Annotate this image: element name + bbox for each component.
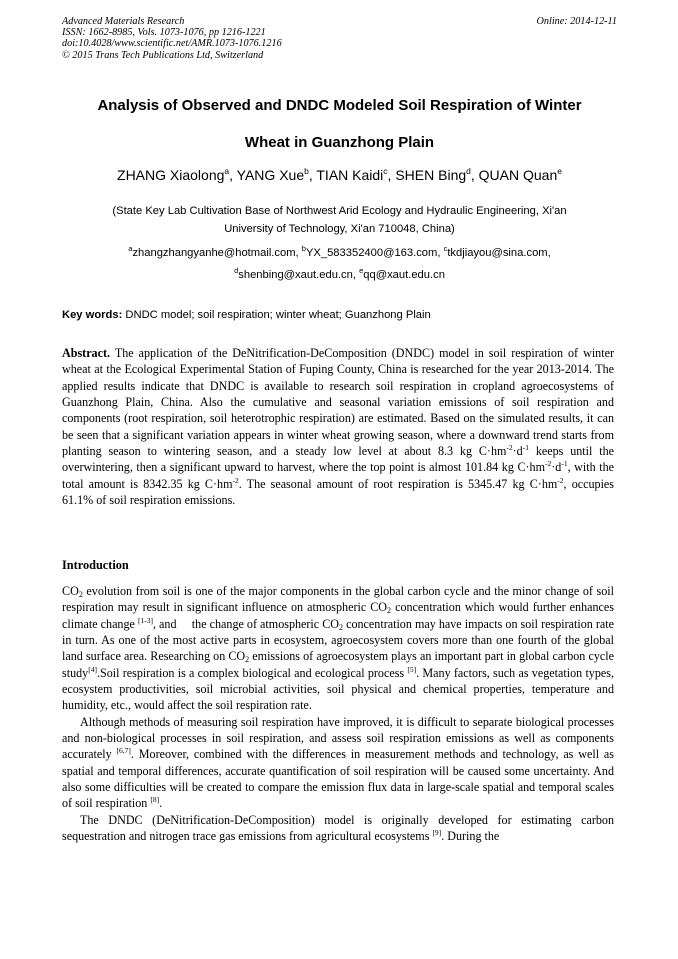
citation-ref[interactable]: [5] [407, 664, 417, 674]
keywords [62, 308, 617, 323]
email-mark: e [359, 266, 364, 275]
email-link[interactable]: tkdjiayou@sina.com [447, 247, 548, 259]
abstract [62, 345, 614, 508]
email-link[interactable]: zhangzhangyanhe@hotmail.com [132, 247, 296, 259]
keywords-label: Key words: [62, 309, 123, 321]
para-text: , and the change of atmospheric CO [152, 616, 340, 631]
author-mark: a [224, 166, 230, 176]
unit-exponent: -1 [522, 443, 529, 453]
abstract-label: Abstract. [62, 346, 111, 360]
journal-name: Advanced Materials Research [62, 16, 185, 27]
citation-ref[interactable]: [1-3] [137, 615, 153, 625]
copyright-line: © 2015 Trans Tech Publications Ltd, Switzerland [62, 49, 264, 61]
issn-line: ISSN: 1662-8985, Vols. 1073-1076, pp 1216-1221 [62, 27, 266, 39]
email-link[interactable]: shenbing@xaut.edu.cn [238, 269, 353, 281]
affiliation-line-2: University of Technology, Xi'an 710048, China) [224, 223, 455, 235]
introduction-body [62, 583, 614, 845]
author-name: YANG Xue [236, 167, 305, 183]
affiliation-line-1: (State Key Lab Cultivation Base of Northwest Arid Ecology and Hydraulic Engineering, Xi'an [112, 205, 567, 217]
citation-ref[interactable]: [9] [432, 828, 442, 838]
email-mark: d [234, 266, 239, 275]
para-text: . Moreover, combined with the differences in measurement methods and technology, as well as spatial and temporal differences, accurate quantification of soil respiration will be caused some uncertainty. And also some difficulties will be created to compare the emission flux data in large-scale spatial and temporal scales of soil respiration [62, 747, 614, 811]
para-text: The DNDC (DeNitrification-DeComposition) model is originally developed for estimating carbon sequestration and nitrogen trace gas emissions from agricultural ecosystems [62, 812, 614, 844]
para-text: . During the [441, 829, 500, 844]
keywords-text: DNDC model; soil respiration; winter wheat; Guanzhong Plain [125, 309, 431, 321]
email-link[interactable]: qq@xaut.edu.cn [363, 269, 445, 281]
subscript: 2 [387, 606, 392, 616]
author-name: SHEN Bing [395, 167, 467, 183]
email-mark: a [128, 244, 133, 253]
unit-exponent: -2 [232, 475, 239, 485]
subscript: 2 [245, 655, 250, 665]
email-line-1: $^a$zhangzhangyanhe@hotmail.com, $^b$YX_583352400@163.com, $^c$tkdjiayou@sina.com, [128, 244, 551, 259]
citation-ref[interactable]: [8] [150, 795, 160, 805]
abstract-text: , occupies 61.1% of soil respiration emissions. [62, 476, 615, 508]
subscript: 2 [78, 590, 83, 599]
author-mark: d [466, 166, 471, 176]
abstract-text: , with the total amount is 8342.35 kg C·hm [62, 460, 614, 491]
email-line-2: $^d$shenbing@xaut.edu.cn, $^e$qq@xaut.edu.cn [234, 266, 445, 281]
para-text: concentration which would further enhances climate change [62, 600, 614, 631]
author-name: TIAN Kaidi [316, 167, 384, 183]
email-list [62, 242, 617, 286]
para-text: emissions of agroecosystem plays an important part in global carbon cycle study [62, 649, 614, 680]
author-mark: c [383, 166, 388, 176]
title-line-2: Wheat in Guanzhong Plain [244, 134, 435, 151]
unit-exponent: -2 [545, 459, 552, 469]
para-text: . [159, 796, 163, 811]
abstract-text: keeps until the overwintering, then a significant upward to harvest, where the top point is almost 101.84 kg C·hm [62, 444, 614, 475]
author-mark: b [304, 166, 309, 176]
para-text: evolution from soil is one of the major components in the global carbon cycle and the minor change of soil respiration may result in significant influence on atmospheric CO [62, 584, 614, 615]
title-line-1: Analysis of Observed and DNDC Modeled Soil Respiration of Winter [97, 97, 582, 114]
online-date: Online: 2014-12-11 [536, 16, 617, 27]
author-name: ZHANG Xiaolong [117, 167, 225, 183]
abstract-text: ·d [551, 460, 562, 475]
doi-line: doi:10.4028/www.scientific.net/AMR.1073-1076.1216 [62, 38, 282, 50]
intro-paragraph-2 [62, 714, 614, 812]
intro-paragraph-3 [62, 812, 614, 845]
citation-ref[interactable]: [4] [88, 664, 97, 674]
email-mark: b [301, 244, 306, 253]
introduction-heading: Introduction [62, 558, 129, 572]
unit-exponent: -1 [561, 459, 568, 469]
email-mark: c [443, 244, 448, 253]
intro-paragraph-1 [62, 583, 614, 714]
author-mark: e [557, 166, 562, 176]
subscript: 2 [339, 622, 344, 632]
para-text: concentration may have impacts on soil respiration rate in turn. As one of the most active parts in ecosystem, agroecosystem covers more than one fourth of the global land surface area. Researching on CO [62, 616, 614, 664]
unit-exponent: -2 [557, 475, 564, 485]
para-text: .Soil respiration is a complex biological and ecological process [96, 665, 408, 680]
journal-header [62, 16, 617, 61]
paper-title [62, 87, 617, 161]
author-list: ZHANG Xiaolong$^a$, YANG Xue$^b$, TIAN Kaidi$^c$, SHEN Bing$^d$, QUAN Quan$^e$ [117, 166, 562, 183]
author-name: QUAN Quan [478, 167, 558, 183]
abstract-text: ·d [512, 444, 523, 459]
citation-ref[interactable]: [6,7] [116, 746, 131, 756]
para-text: CO [62, 584, 79, 598]
abstract-paragraph [62, 345, 614, 508]
affiliation [62, 202, 617, 238]
para-text: Although methods of measuring soil respiration have improved, it is difficult to separate biological processes and non-biological processes in soil respiration, and assess soil respiration emissions as well as components accurately [62, 714, 614, 762]
abstract-text: The application of the DeNitrification-DeComposition (DNDC) model in soil respiration of winter wheat at the Ecological Experimental Station of Fuping County, China is researched for the year 2013-2014. The applied results indicate that DNDC is available to research soil respiration in cropland agroecosystems of Guanzhong Plain, China. Also the cumulative and seasonal variation emissions of soil respiration and components (root respiration, soil heterotrophic respiration) are estimated. Based on the simulated results, it can be seen that a significant variation appears in winter wheat growing season, where a downward trend starts from planting season to wintering season, and a steady low level at about 8.3 kg C·hm [62, 346, 614, 459]
unit-exponent: -2 [506, 443, 513, 453]
email-link[interactable]: YX_583352400@163.com [305, 247, 438, 259]
para-text: . Many factors, such as vegetation types, ecosystem productivities, soil microbial activities, soil physical and chemical properties, temperature and humidity, etc., would affect the soil respiration rate. [62, 665, 614, 713]
abstract-text: . The seasonal amount of root respiration is 5345.47 kg C·hm [238, 476, 558, 491]
